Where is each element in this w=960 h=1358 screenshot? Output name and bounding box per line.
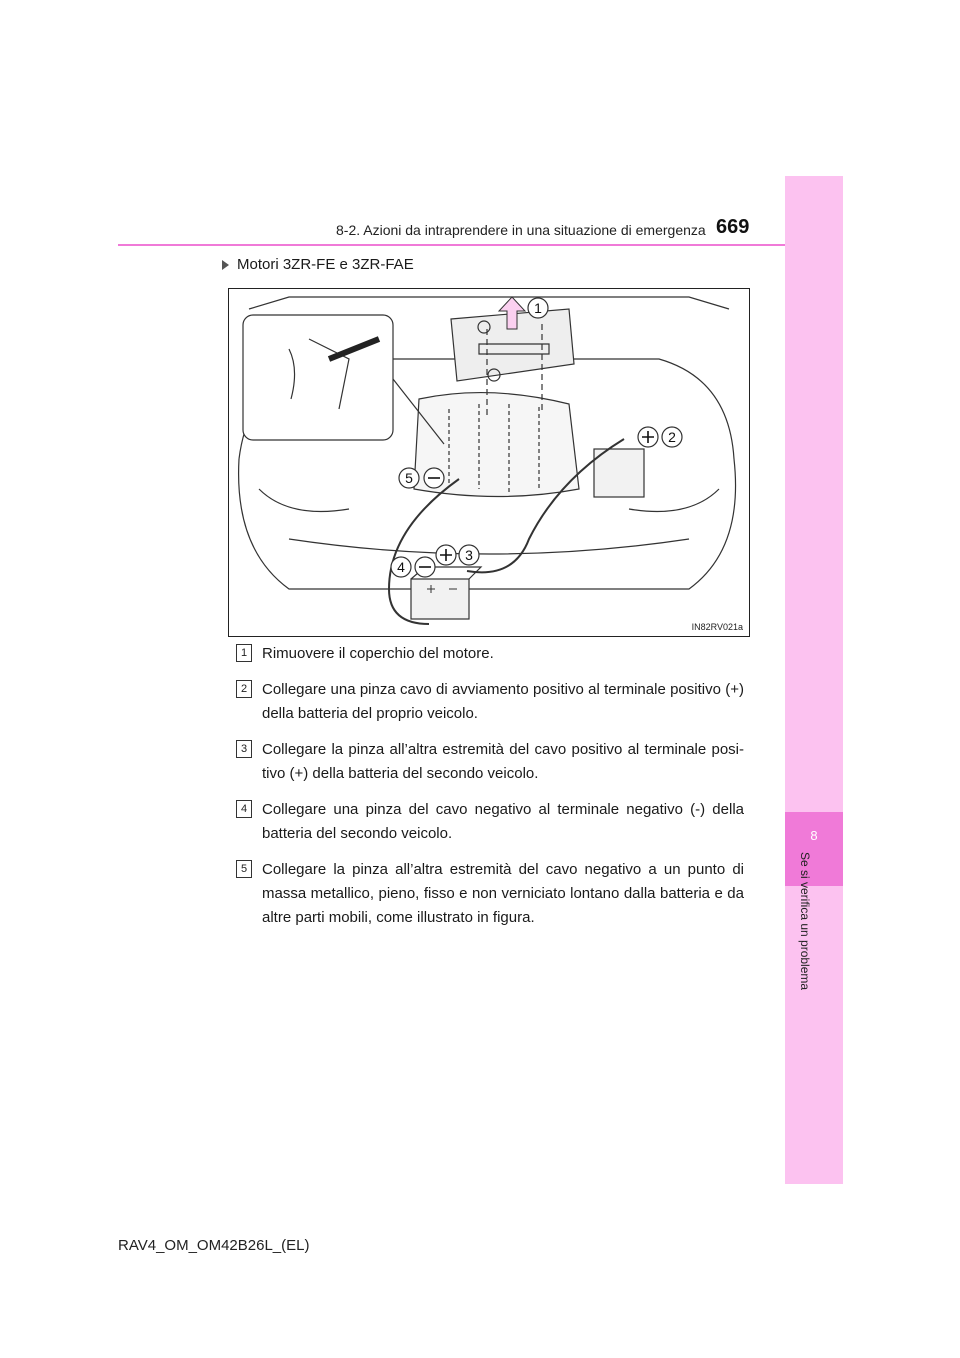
step-number: 2 [236, 680, 252, 698]
step-text: Collegare una pinza del cavo negativo al terminale negativo (-) della batteria del secondo veicolo. [262, 801, 744, 842]
grille-line [289, 539, 689, 554]
step-item [236, 858, 744, 930]
callout-label-4: 4 [397, 559, 405, 575]
step-text: Collegare la pinza all’altra estremità del cavo negativo a un punto di massa metallico, pieno, fisso e non verniciato lontano dalla batteria e da altre parti mobili, come illustrato in figura. [262, 861, 744, 926]
step-text: Collegare una pinza cavo di avviamento positivo al terminale positivo (+) della batteria del proprio veicolo. [262, 681, 744, 722]
second-battery [411, 579, 469, 619]
own-battery [594, 449, 644, 497]
callout-label-2: 2 [668, 429, 676, 445]
subheading [222, 256, 414, 273]
page-number: 669 [716, 216, 750, 238]
inset-detail-box [243, 315, 393, 440]
header-rule [118, 244, 785, 246]
step-number: 3 [236, 740, 252, 758]
step-number: 5 [236, 860, 252, 878]
step-item [236, 798, 744, 846]
step-number: 4 [236, 800, 252, 818]
callout-label-3: 3 [465, 547, 473, 563]
chapter-title: Se si verifica un problema [798, 852, 812, 991]
step-text: Rimuovere il coperchio del motore. [262, 645, 494, 662]
step-item [236, 738, 744, 786]
engine-jump-start-figure [228, 288, 750, 637]
triangle-bullet-icon [222, 260, 229, 270]
chapter-side-tab [785, 176, 843, 1184]
callout-label-5: 5 [405, 470, 413, 486]
left-headlight [259, 489, 349, 512]
engine-illustration [229, 289, 749, 636]
hood-outline [249, 297, 729, 309]
section-title: 8-2. Azioni da intraprendere in una situazione di emergenza [336, 222, 706, 238]
chapter-number-tab [785, 812, 843, 886]
step-text: Collegare la pinza all’altra estremità del cavo positivo al terminale positivo (+) della batteria del secondo veicolo. [262, 741, 744, 782]
step-item [236, 678, 744, 726]
figure-code: IN82RV021a [691, 622, 743, 632]
chapter-number: 8 [810, 828, 818, 843]
footer-doc-code: RAV4_OM_OM42B26L_(EL) [118, 1237, 310, 1254]
callout-label-1: 1 [534, 300, 542, 316]
subheading-text: Motori 3ZR-FE e 3ZR-FAE [237, 256, 414, 273]
step-number: 1 [236, 644, 252, 662]
step-item [236, 642, 744, 666]
instruction-steps [236, 642, 744, 942]
